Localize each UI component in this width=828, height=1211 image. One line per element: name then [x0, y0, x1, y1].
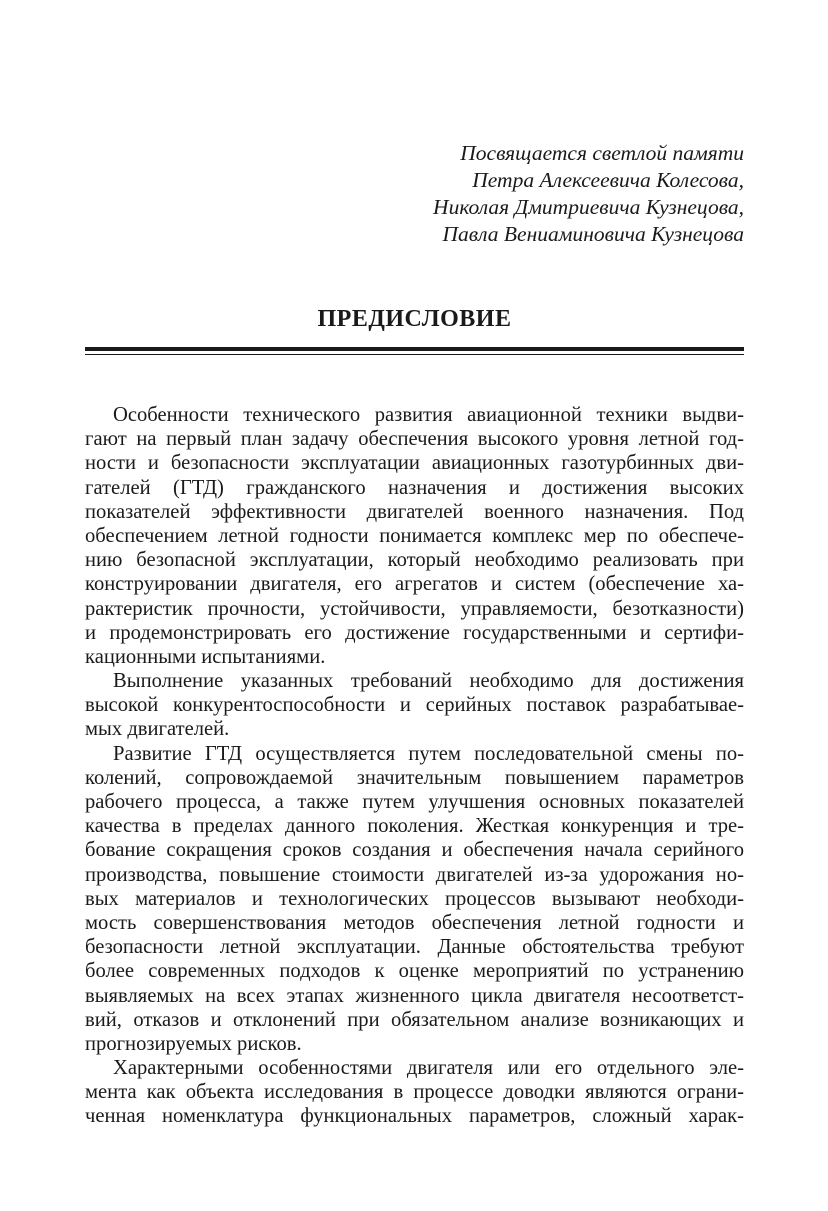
text-line: показателей эффективности двигателей военного назначения. Под	[85, 500, 744, 523]
text-line: рактеристик прочности, устойчивости, управляемости, безотказности)	[85, 597, 744, 620]
text-line: мых двигателей.	[85, 718, 230, 741]
heading-rule-thin	[85, 354, 744, 355]
text-line: высокой конкурентоспособности и серийных поставок разрабатывае-	[85, 694, 744, 717]
text-line: Характерными особенностями двигателя или его отдельного эле-	[113, 1057, 744, 1080]
paragraph	[85, 669, 744, 742]
dedication	[433, 140, 744, 248]
text-line: колений, сопровождаемой значительным повышением параметров	[85, 766, 744, 789]
text-line: рабочего процесса, а также путем улучшения основных показателей	[85, 791, 744, 813]
chapter-heading: ПРЕДИСЛОВИЕ	[317, 306, 512, 332]
paragraph	[85, 742, 744, 1056]
text-line: прогнозируемых рисков.	[85, 1032, 302, 1055]
text-line: мость совершенствования методов обеспечения летной годности и	[85, 911, 744, 934]
text-line: Выполнение указанных требований необходимо для достижения	[113, 670, 744, 693]
text-line: Особенности технического развития авиационной техники выдви-	[113, 404, 744, 426]
paragraph	[85, 403, 744, 669]
dedication-line: Петра Алексеевича Колесова,	[472, 168, 744, 192]
text-line: мента как объекта исследования в процессе доводки являются ограни-	[85, 1081, 744, 1104]
text-line: ности и безопасности эксплуатации авиационных газотурбинных дви-	[85, 452, 744, 475]
text-line: качества в пределах данного поколения. Жесткая конкуренция и тре-	[85, 815, 744, 838]
text-line: конструировании двигателя, его агрегатов и систем (обеспечение ха-	[85, 573, 744, 596]
text-line: производства, повышение стоимости двигателей из-за удорожания но-	[85, 863, 744, 886]
text-line: гателей (ГТД) гражданского назначения и достижения высоких	[85, 476, 744, 499]
text-line: ченная номенклатура функциональных параметров, сложный харак-	[85, 1105, 744, 1128]
text-line: вых материалов и технологических процессов вызывают необходи-	[85, 887, 744, 910]
dedication-line: Павла Вениаминовича Кузнецова	[442, 222, 744, 246]
text-line: вий, отказов и отклонений при обязательном анализе возникающих и	[85, 1008, 744, 1031]
text-line: гают на первый план задачу обеспечения высокого уровня летной год-	[85, 428, 744, 451]
text-line: нию безопасной эксплуатации, который необходимо реализовать при	[85, 549, 744, 572]
text-line: более современных подходов к оценке мероприятий по устранению	[85, 960, 744, 983]
paragraph	[85, 1056, 744, 1129]
text-line: Развитие ГТД осуществляется путем последовательной смены по-	[113, 742, 744, 765]
dedication-line: Николая Дмитриевича Кузнецова,	[433, 195, 744, 219]
text-line: выявляемых на всех этапах жизненного цикла двигателя несоответст-	[85, 984, 744, 1007]
text-line: обеспечением летной годности понимается комплекс мер по обеспече-	[85, 524, 744, 547]
text-line: безопасности летной эксплуатации. Данные обстоятельства требуют	[85, 936, 744, 959]
body-text	[85, 403, 744, 1129]
dedication-line: Посвящается светлой памяти	[460, 141, 744, 165]
heading-rule-thick	[85, 347, 744, 351]
text-line: и продемонстрировать его достижение государственными и сертифи-	[85, 621, 744, 644]
text-line: кационными испытаниями.	[85, 645, 326, 668]
text-line: бование сокращения сроков создания и обеспечения начала серийного	[85, 839, 744, 862]
